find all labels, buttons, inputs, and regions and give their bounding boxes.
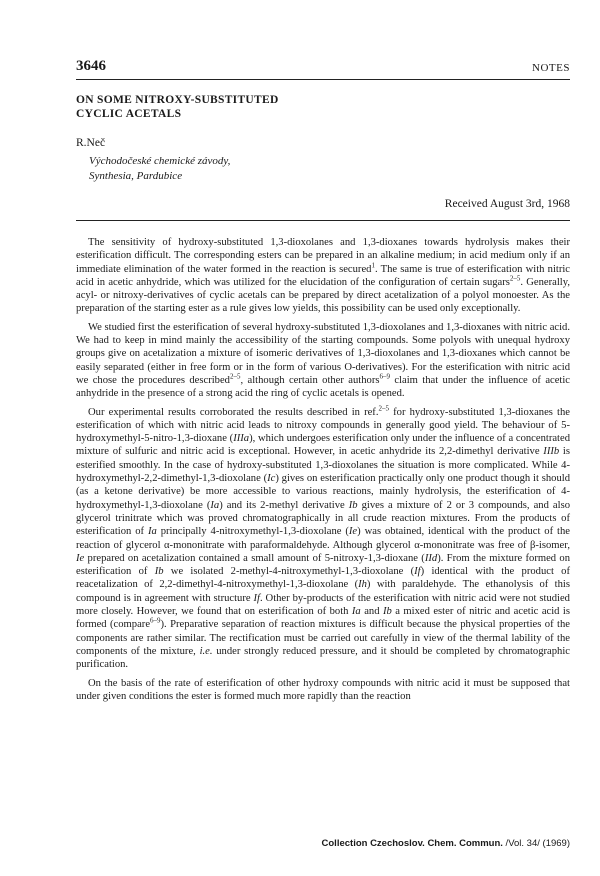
text-run: , although certain other authors — [240, 374, 380, 386]
text-run: for hydroxy-substituted 1,3-dioxanes the esterification of which with nitric acid leads to nitroxy compounds in generally good yield. The behaviour of 5-hydroxymethyl-5-nitro-1,3-dioxane ( — [76, 406, 570, 445]
text-run: . Other by-products of the esterification with nitric acid were not studied more closely. However, we found that on esterification of both — [76, 592, 570, 618]
reference-superscript: 1 — [371, 261, 375, 270]
text-run: . The same is true of esterification with nitric acid in acetic anhydride, which was utilized for the elucidation of the configuration of certain sugars — [76, 263, 571, 288]
compound-label: Ib — [382, 606, 392, 618]
text-run: ) with paraldehyde. The ethanolysis of this compound is in agreement with structure — [76, 579, 570, 604]
text-run: principally 4-nitroxymethyl-1,3-dioxolane ( — [156, 526, 349, 538]
text-run: under strongly reduced pressure, and it should be completed by chromatographic purification. — [76, 645, 570, 671]
text-run: ) gives on esterification practically only one product though it should (as a ketone derivative) be more accessible to various reactions, mainly hydrolysis, the esterification of 4-hydroxymethyl-1,3-dioxolane ( — [76, 473, 570, 511]
text-run: . Generally, acyl- or nitroxy-derivatives of cyclic acetals can be prepared by direct acetalization of a polyol monoester. As the preparation of the starting ester as a rule gives low yields, this possibility can be used only exceptionally. — [76, 276, 570, 315]
compound-label: Ic — [267, 473, 276, 485]
text-run: ), which undergoes esterification only under the influence of a concentrated mixture of sulfuric and nitric acid is exceptional. However, in acetic anhydride its 2,2-dimethyl derivative — [76, 433, 570, 458]
text-run: ). Preparative separation of reaction mixtures is difficult because the physical properties of the components are rather similar. The rectification must be carried out carefully in view of the thermal lability of the components of the mixture, — [76, 619, 570, 657]
body-paragraph — [76, 321, 570, 401]
reference-superscript: 2–5 — [509, 274, 521, 283]
compound-label: Ia — [147, 526, 157, 538]
text-run: ) and its 2-methyl derivative — [219, 499, 349, 511]
compound-label: Ib — [348, 499, 358, 511]
text-run: ) identical with the product of reacetalization of 2,2-dimethyl-4-nitroxymethyl-1,3-dioxolane ( — [76, 566, 570, 591]
section-rule — [76, 220, 570, 221]
affiliation-line-2: Synthesia, Pardubice — [89, 170, 183, 182]
compound-label: Ia — [351, 606, 361, 618]
article-body — [76, 236, 570, 708]
journal-name: Collection Czechoslov. Chem. Commun. — [321, 838, 503, 849]
text-run: is esterified smoothly. In the case of hydroxy-substituted 1,3-dioxolanes the situation is more complicated. While 4-hydroxymethyl-2,2-dimethyl-1,3-dioxolane ( — [76, 446, 570, 485]
reference-superscript: 2–5 — [378, 404, 389, 413]
compound-label: Ie — [76, 552, 85, 564]
affiliation-line-1: Východočeské chemické závody, — [89, 155, 231, 167]
text-run: ) was obtained, identical with the product of the reaction of glycerol α-mononitrate with paraformaldehyde. Although glycerol α-mononitrate was free of β-isomer, — [76, 526, 570, 551]
compound-label: i.e. — [199, 645, 213, 657]
author-name: R.Neč — [76, 137, 106, 149]
journal-volume: /Vol. 34/ (1969) — [502, 838, 570, 849]
text-run: The sensitivity of hydroxy-substituted 1,3-dioxolanes and 1,3-dioxanes towards hydrolysis makes their esterification difficult. The corresponding esters can be prepared in an alkaline medium; in acid medium only if an immediate elimination of the water formed in the reaction is secured — [76, 237, 570, 275]
title-line-2: CYCLIC ACETALS — [76, 108, 182, 120]
text-run: ). From the mixture formed on esterification of — [76, 552, 570, 578]
text-run: a mixed ester of nitric and acetic acid is formed (compare — [76, 606, 570, 631]
footer-citation — [322, 838, 570, 849]
compound-label: Ia — [210, 499, 220, 511]
article-title — [76, 93, 496, 121]
compound-label: IId — [424, 552, 438, 564]
text-run: prepared on acetalization contained a small amount of 5-nitroxy-1,3-dioxane ( — [84, 552, 425, 564]
text-run: On the basis of the rate of esterification of other hydroxy compounds with nitric acid it must be supposed that under given conditions the ester is formed much more rapidly than the reaction — [76, 677, 570, 702]
text-run: claim that under the influence of acetic anhydride in the presence of a strong acid the ring of cyclic acetals is opened. — [76, 374, 571, 400]
compound-label: Ih — [358, 579, 367, 591]
affiliation — [89, 154, 230, 184]
page-number: 3646 — [76, 58, 106, 74]
header-rule — [76, 79, 570, 80]
compound-label: If — [414, 566, 421, 578]
text-run: and — [360, 606, 383, 618]
body-paragraph — [76, 677, 570, 704]
compound-label: Ie — [348, 526, 358, 538]
compound-label: Ib — [154, 566, 164, 578]
reference-superscript: 6–9 — [379, 372, 390, 381]
text-run: we isolated 2-methyl-4-nitroxymethyl-1,3-dioxolane ( — [163, 566, 415, 578]
compound-label: IIIa — [233, 433, 250, 445]
text-run: gives a mixture of 2 or 3 compounds, and also glycerol trinitrate which was proved chromatographically in all crude reaction mixtures. From the products of esterification of — [76, 499, 570, 538]
text-run: We studied first the esterification of several hydroxy-substituted 1,3-dioxolanes and 1,3-dioxanes with nitric acid. We had to keep in mind mainly the accessibility of the starting compounds. Some polyols with unequal hydroxy groups give on acetalization a mixture of isomeric derivatives of 1,3-dioxolanes and 1,3-dioxanes which cannot be easily separated (either in free form or in the form of various O-derivatives). For the esterification with nitric acid we chose the procedures described — [76, 321, 570, 386]
reference-superscript: 6–9 — [150, 616, 161, 625]
text-run: Our experimental results corroborated the results described in ref. — [88, 406, 379, 418]
compound-label: IIIb — [543, 446, 560, 458]
body-paragraph — [76, 406, 570, 672]
title-line-1: ON SOME NITROXY-SUBSTITUTED — [76, 94, 279, 106]
running-head: NOTES — [532, 62, 570, 74]
body-paragraph — [76, 236, 570, 316]
compound-label: If — [253, 592, 260, 604]
reference-superscript: 2–5 — [229, 372, 241, 381]
received-date: Received August 3rd, 1968 — [444, 198, 570, 210]
